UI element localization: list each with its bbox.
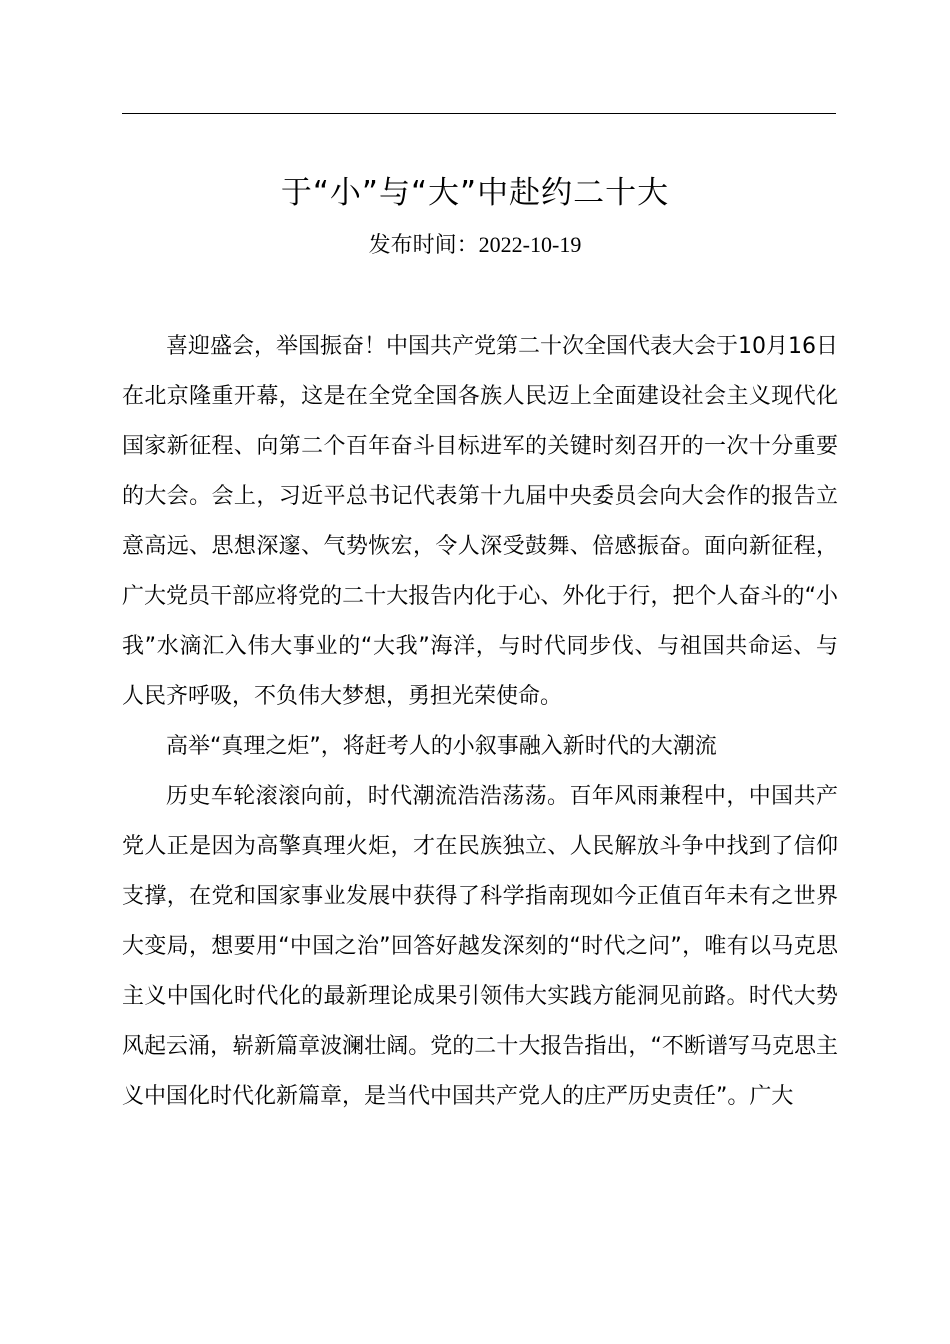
section-heading: 高举“真理之炬”，将赶考人的小叙事融入新时代的大潮流 <box>166 734 717 759</box>
publish-date: 2022-10-19 <box>478 232 582 257</box>
publish-label: 发布时间： <box>368 233 479 258</box>
paragraph-intro: 喜迎盛会，举国振奋！中国共产党第二十次全国代表大会于10月16日在北京隆重开幕，这是在全党全国各族人民迈上全面建设社会主义现代化国家新征程、向第二个百年奋斗目标进军的关键时刻召开的一次十分重要的大会。会上，习近平总书记代表第十九届中央委员会向大会作的报告立意高远、思想深邃、气势恢宏，令人深受鼓舞、倍感振奋。面向新征程，广大党员干部应将党的二十大报告内化于心、外化于行，把个人奋斗的“小我”水滴汇入伟大事业的“大我”海洋，与时代同步伐、与祖国共命运、与人民齐呼吸，不负伟大梦想，勇担光荣使命。 <box>122 334 838 709</box>
document-title: 于“小”与“大”中赴约二十大 <box>280 175 670 211</box>
paragraph-history: 历史车轮滚滚向前，时代潮流浩浩荡荡。百年风雨兼程中，中国共产党人正是因为高擎真理火炬，才在民族独立、人民解放斗争中找到了信仰支撑，在党和国家事业发展中获得了科学指南现如今正值百年未有之世界大变局，想要用“中国之治”回答好越发深刻的“时代之问”，唯有以马克思主义中国化时代化的最新理论成果引领伟大实践方能洞见前路。时代大势风起云涌，崭新篇章波澜壮阔。党的二十大报告指出，“不断谱写马克思主义中国化时代化新篇章，是当代中国共产党人的庄严历史责任”。广大 <box>122 784 838 1109</box>
publish-date-line <box>0 228 950 263</box>
article-body <box>122 322 838 1122</box>
header-rule <box>122 113 836 114</box>
